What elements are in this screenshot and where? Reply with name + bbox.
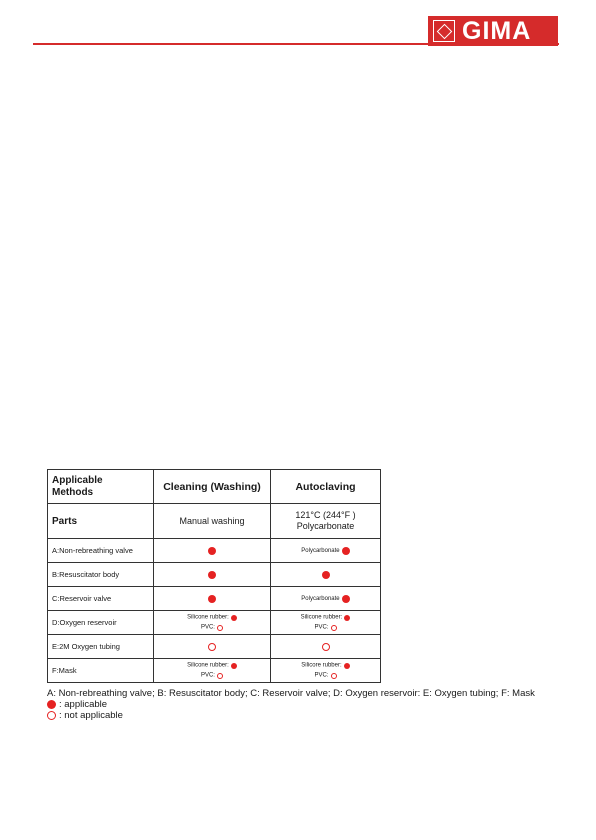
part-name: A:Non-rebreathing valve xyxy=(48,539,154,563)
part-rows xyxy=(48,539,381,683)
legend-key: A: Non-rebreathing valve; B: Resuscitator body; C: Reservoir valve; D: Oxygen reservoir: E: Oxygen tubing; F: Mask xyxy=(47,688,535,699)
parts-label: Parts xyxy=(48,504,154,539)
filled-dot-icon xyxy=(322,571,330,579)
legend-applicable: : applicable xyxy=(47,699,535,710)
cell-cleaning xyxy=(154,659,271,683)
cell-cleaning xyxy=(154,587,271,611)
cell-cleaning xyxy=(154,611,271,635)
cell-cleaning xyxy=(154,563,271,587)
gima-emblem-icon xyxy=(433,20,455,42)
cell-cleaning xyxy=(154,539,271,563)
part-name: B:Resuscitator body xyxy=(48,563,154,587)
table-parts-row xyxy=(48,504,381,539)
legend-not-applicable: : not applicable xyxy=(47,710,535,721)
cleaning-compatibility-table xyxy=(47,469,381,683)
material-label: Polycarbonate xyxy=(301,548,340,554)
table-row xyxy=(48,587,381,611)
header-cleaning: Cleaning (Washing) xyxy=(154,470,271,504)
legend xyxy=(47,688,535,721)
filled-dot-icon xyxy=(208,571,216,579)
cell-cleaning xyxy=(154,635,271,659)
part-name: C:Reservoir valve xyxy=(48,587,154,611)
cell-autoclaving xyxy=(271,611,381,635)
cell-autoclaving xyxy=(271,539,381,563)
cell-autoclaving xyxy=(271,635,381,659)
parts-cleaning: Manual washing xyxy=(154,504,271,539)
filled-dot-icon xyxy=(231,663,237,669)
open-dot-icon xyxy=(208,643,216,651)
open-dot-icon xyxy=(47,711,56,720)
open-dot-icon xyxy=(331,625,337,631)
filled-dot-icon xyxy=(344,663,350,669)
table-row xyxy=(48,611,381,635)
table-row xyxy=(48,539,381,563)
material-label: PVC: xyxy=(314,672,329,679)
material-label: Polycarbonate xyxy=(301,596,340,602)
parts-autoclaving: 121°C (244°F ) Polycarbonate xyxy=(271,504,381,539)
open-dot-icon xyxy=(217,673,223,679)
material-label: Silicone rubber: xyxy=(187,614,229,621)
header-methods: Applicable Methods xyxy=(48,470,154,504)
filled-dot-icon xyxy=(208,595,216,603)
open-dot-icon xyxy=(217,625,223,631)
filled-dot-icon xyxy=(208,547,216,555)
part-name: F:Mask xyxy=(48,659,154,683)
filled-dot-icon xyxy=(342,547,350,555)
filled-dot-icon xyxy=(342,595,350,603)
gima-logo xyxy=(428,16,558,46)
material-label: Silicore rubber: xyxy=(301,662,342,669)
open-dot-icon xyxy=(322,643,330,651)
filled-dot-icon xyxy=(231,615,237,621)
material-label: PVC: xyxy=(200,672,215,679)
cell-autoclaving xyxy=(271,659,381,683)
material-label: Silicone rubber: xyxy=(187,662,229,669)
table-row xyxy=(48,563,381,587)
material-label: PVC: xyxy=(200,624,215,631)
table-row xyxy=(48,635,381,659)
open-dot-icon xyxy=(331,673,337,679)
header-autoclaving: Autoclaving xyxy=(271,470,381,504)
table-row xyxy=(48,659,381,683)
filled-dot-icon xyxy=(344,615,350,621)
table-header-row xyxy=(48,470,381,504)
part-name: E:2M Oxygen tubing xyxy=(48,635,154,659)
material-label: Silicone rubber: xyxy=(300,614,343,621)
filled-dot-icon xyxy=(47,700,56,709)
part-name: D:Oxygen reservoir xyxy=(48,611,154,635)
logo-text: GIMA xyxy=(462,17,532,45)
material-label: PVC: xyxy=(314,624,329,631)
cell-autoclaving xyxy=(271,587,381,611)
cell-autoclaving xyxy=(271,563,381,587)
